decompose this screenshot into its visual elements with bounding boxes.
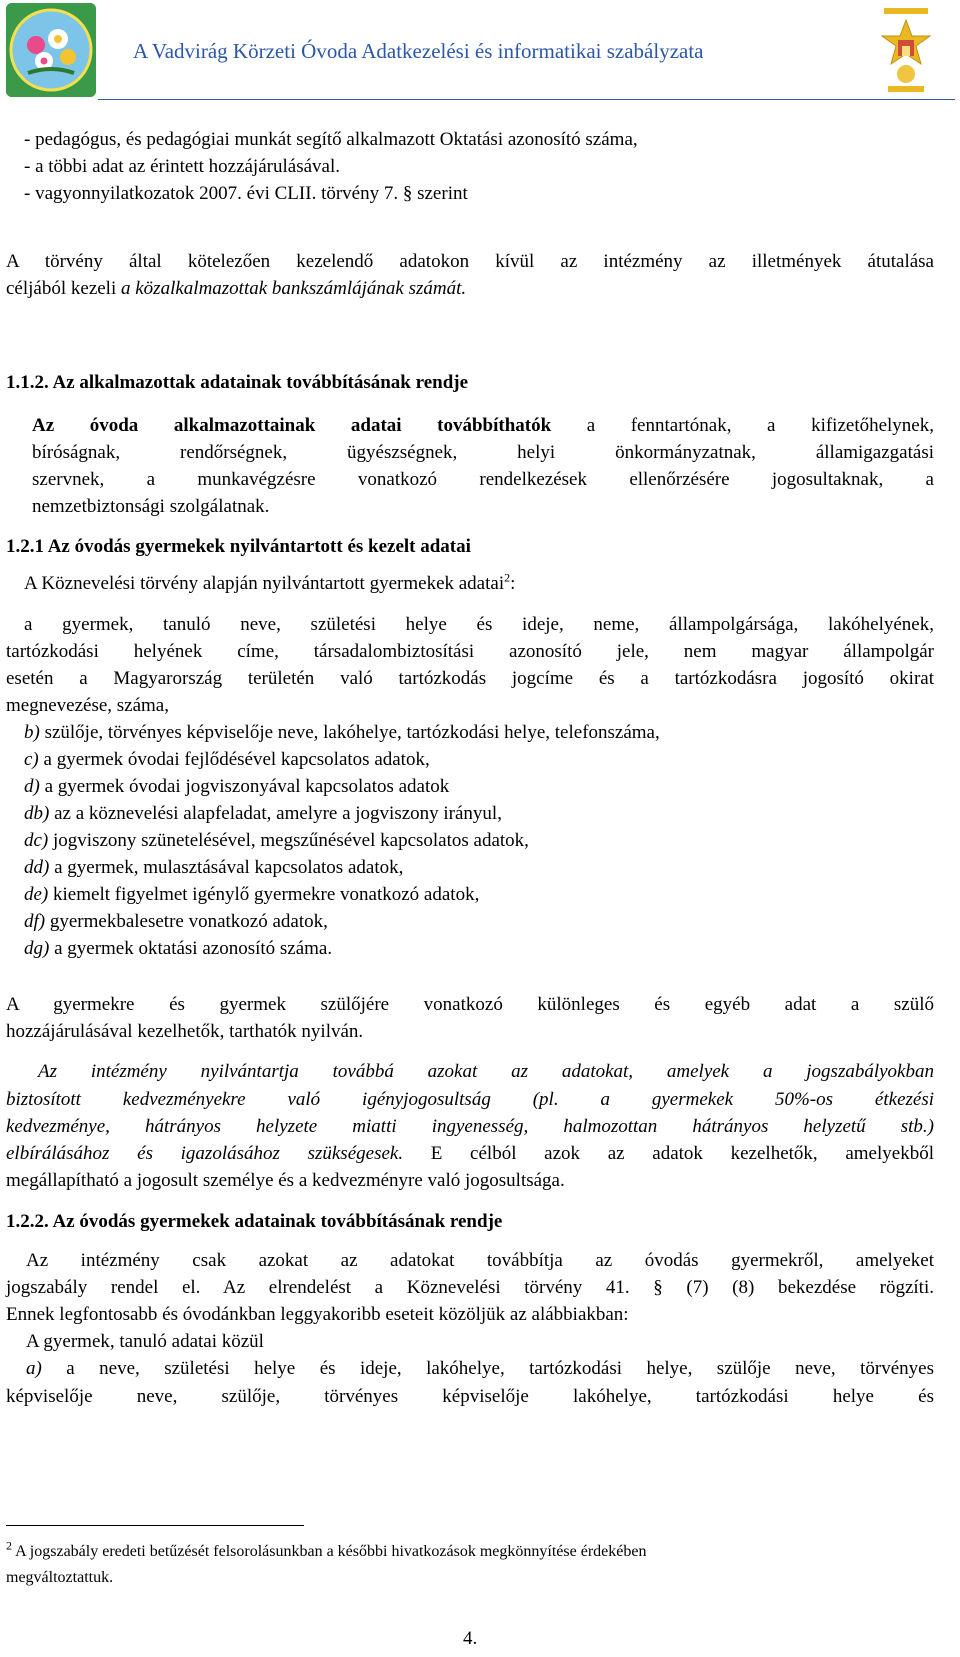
castle-logo-icon xyxy=(876,2,936,96)
list-item xyxy=(24,773,449,800)
footnote-number: 2 xyxy=(6,1538,12,1553)
list-text: jogviszony szünetelésével, megszűnésével kapcsolatos adatok, xyxy=(48,830,529,851)
list-label: d) xyxy=(24,776,40,797)
text-line: a gyermek, tanuló neve, születési helye és ideje, neme, állampolgársága, lakóhelyének, xyxy=(24,614,934,635)
text-line: képviselője neve, szülője, törvényes képviselője lakóhelye, tartózkodási helye és xyxy=(6,1386,934,1407)
text-line: megállapítható a jogosult személye és a kedvezményre való jogosultsága. xyxy=(6,1170,565,1191)
list-text: a gyermek, mulasztásával kapcsolatos adatok, xyxy=(49,857,404,878)
list-label: db) xyxy=(24,803,50,824)
footnote-divider xyxy=(6,1525,304,1526)
list-text: kiemelt figyelmet igénylő gyermekre vonatkozó adatok, xyxy=(48,884,480,905)
footnote-text: A jogszabály eredeti betűzését felsorolásunkban a későbbi hivatkozások megkönnyítése érdekében xyxy=(12,1543,647,1560)
csillagvar-logo xyxy=(876,2,936,96)
text-line: esetén a Magyarország területén való tartózkodás jogcíme és a tartózkodásra jogosító okirat xyxy=(6,668,934,689)
list-text: a gyermek oktatási azonosító száma. xyxy=(49,938,333,959)
italic-text: elbírálásához és igazolásához szükségesek. xyxy=(6,1143,404,1164)
text-line: A gyermek, tanuló adatai közül xyxy=(26,1331,264,1352)
list-item xyxy=(24,800,502,827)
text-span: céljából kezeli xyxy=(6,278,121,299)
text-line: bíróságnak, rendőrségnek, ügyészségnek, helyi önkormányzatnak, államigazgatási xyxy=(32,442,934,463)
text-line: biztosított kedvezményekre való igényjogosultság (pl. a gyermekek 50%-os étkezési xyxy=(6,1089,934,1110)
text-line: Az intézmény nyilvántartja továbbá azokat az adatokat, amelyek a jogszabályokban xyxy=(38,1061,934,1082)
text-line: - vagyonnyilatkozatok 2007. évi CLII. törvény 7. § szerint xyxy=(24,183,468,204)
footnote xyxy=(6,1540,646,1564)
text-span: : xyxy=(510,573,516,594)
page-header xyxy=(0,0,960,100)
text-span: a fenntartónak, a kifizetőhelynek, xyxy=(551,415,934,436)
footnote-ref: 2 xyxy=(504,570,511,585)
list-label: c) xyxy=(24,749,39,770)
list-label: df) xyxy=(24,911,46,932)
text-line xyxy=(32,412,934,439)
list-label: de) xyxy=(24,884,49,905)
text-line: hozzájárulásával kezelhetők, tarthatók nyilván. xyxy=(6,1021,364,1042)
text-line: tartózkodási helyének címe, társadalombiztosítási azonosító jele, nem magyar állampolgár xyxy=(6,641,934,662)
list-item xyxy=(24,827,529,854)
text-line: szervnek, a munkavégzésre vonatkozó rendelkezések ellenőrzésére jogosultaknak, a xyxy=(32,469,934,490)
text-span: A Köznevelési törvény alapján nyilvántartott gyermekek adatai xyxy=(24,573,505,594)
text-line: A törvény által kötelezően kezelendő adatokon kívül az intézmény az illetmények átutalása xyxy=(6,251,934,272)
section-heading: 1.2.1 Az óvodás gyermekek nyilvántartott és kezelt adatai xyxy=(6,536,471,557)
list-item xyxy=(24,854,403,881)
list-label: dg) xyxy=(24,938,50,959)
text-line xyxy=(26,1355,934,1382)
footnote-line: megváltoztattuk. xyxy=(6,1569,114,1586)
text-line: Az intézmény csak azokat az adatokat továbbítja az óvodás gyermekről, amelyeket xyxy=(26,1250,934,1271)
text-line xyxy=(24,570,515,597)
page-number: 4. xyxy=(463,1628,478,1649)
list-label: dc) xyxy=(24,830,49,851)
list-label: b) xyxy=(24,722,40,743)
text-line: - a többi adat az érintett hozzájárulásával. xyxy=(24,156,340,177)
text-line: Ennek legfontosabb és óvodánkban leggyakoribb eseteit közöljük az alábbiakban: xyxy=(6,1304,629,1325)
text-line: kedvezménye, hátrányos helyzete miatti ingyenesség, halmozottan hátrányos helyzetű stb.) xyxy=(6,1116,934,1137)
text-span: E célból azok az adatok kezelhetők, amelyekből xyxy=(403,1143,934,1164)
header-divider xyxy=(98,99,955,100)
flower-logo-icon xyxy=(6,3,96,97)
list-item xyxy=(24,746,430,773)
list-text: gyermekbalesetre vonatkozó adatok, xyxy=(45,911,328,932)
text-line: jogszabály rendel el. Az elrendelést a Köznevelési törvény 41. § (7) (8) bekezdése rögzíti. xyxy=(6,1277,934,1298)
text-line: A gyermekre és gyermek szülőjére vonatkozó különleges és egyéb adat a szülő xyxy=(6,994,934,1015)
vadvirag-logo xyxy=(6,3,96,97)
list-text: a gyermek óvodai jogviszonyával kapcsolatos adatok xyxy=(39,776,450,797)
text-line: nemzetbiztonsági szolgálatnak. xyxy=(32,496,270,517)
italic-text: a közalkalmazottak bankszámlájának számát. xyxy=(121,278,467,299)
list-item xyxy=(24,935,332,962)
text-span: a neve, születési helye és ideje, lakóhelye, tartózkodási helye, szülője neve, törvényes xyxy=(41,1358,934,1379)
section-heading: 1.2.2. Az óvodás gyermekek adatainak továbbításának rendje xyxy=(6,1211,503,1232)
text-line xyxy=(6,1140,934,1167)
list-text: az a köznevelési alapfeladat, amelyre a jogviszony irányul, xyxy=(49,803,502,824)
list-label: a) xyxy=(26,1358,42,1379)
section-heading: 1.1.2. Az alkalmazottak adatainak továbbításának rendje xyxy=(6,372,469,393)
list-text: szülője, törvényes képviselője neve, lakóhelye, tartózkodási helye, telefonszáma, xyxy=(39,722,660,743)
list-item xyxy=(24,719,660,746)
list-text: a gyermek óvodai fejlődésével kapcsolatos adatok, xyxy=(38,749,430,770)
text-line: megnevezése, száma, xyxy=(6,695,169,716)
bold-text: Az óvoda alkalmazottainak adatai továbbíthatók xyxy=(32,415,552,436)
text-line xyxy=(6,275,466,302)
list-item xyxy=(24,908,328,935)
header-title: A Vadvirág Körzeti Óvoda Adatkezelési és informatikai szabályzata xyxy=(133,39,704,63)
list-item xyxy=(24,881,479,908)
text-line: - pedagógus, és pedagógiai munkát segítő alkalmazott Oktatási azonosító száma, xyxy=(24,129,638,150)
list-label: dd) xyxy=(24,857,50,878)
